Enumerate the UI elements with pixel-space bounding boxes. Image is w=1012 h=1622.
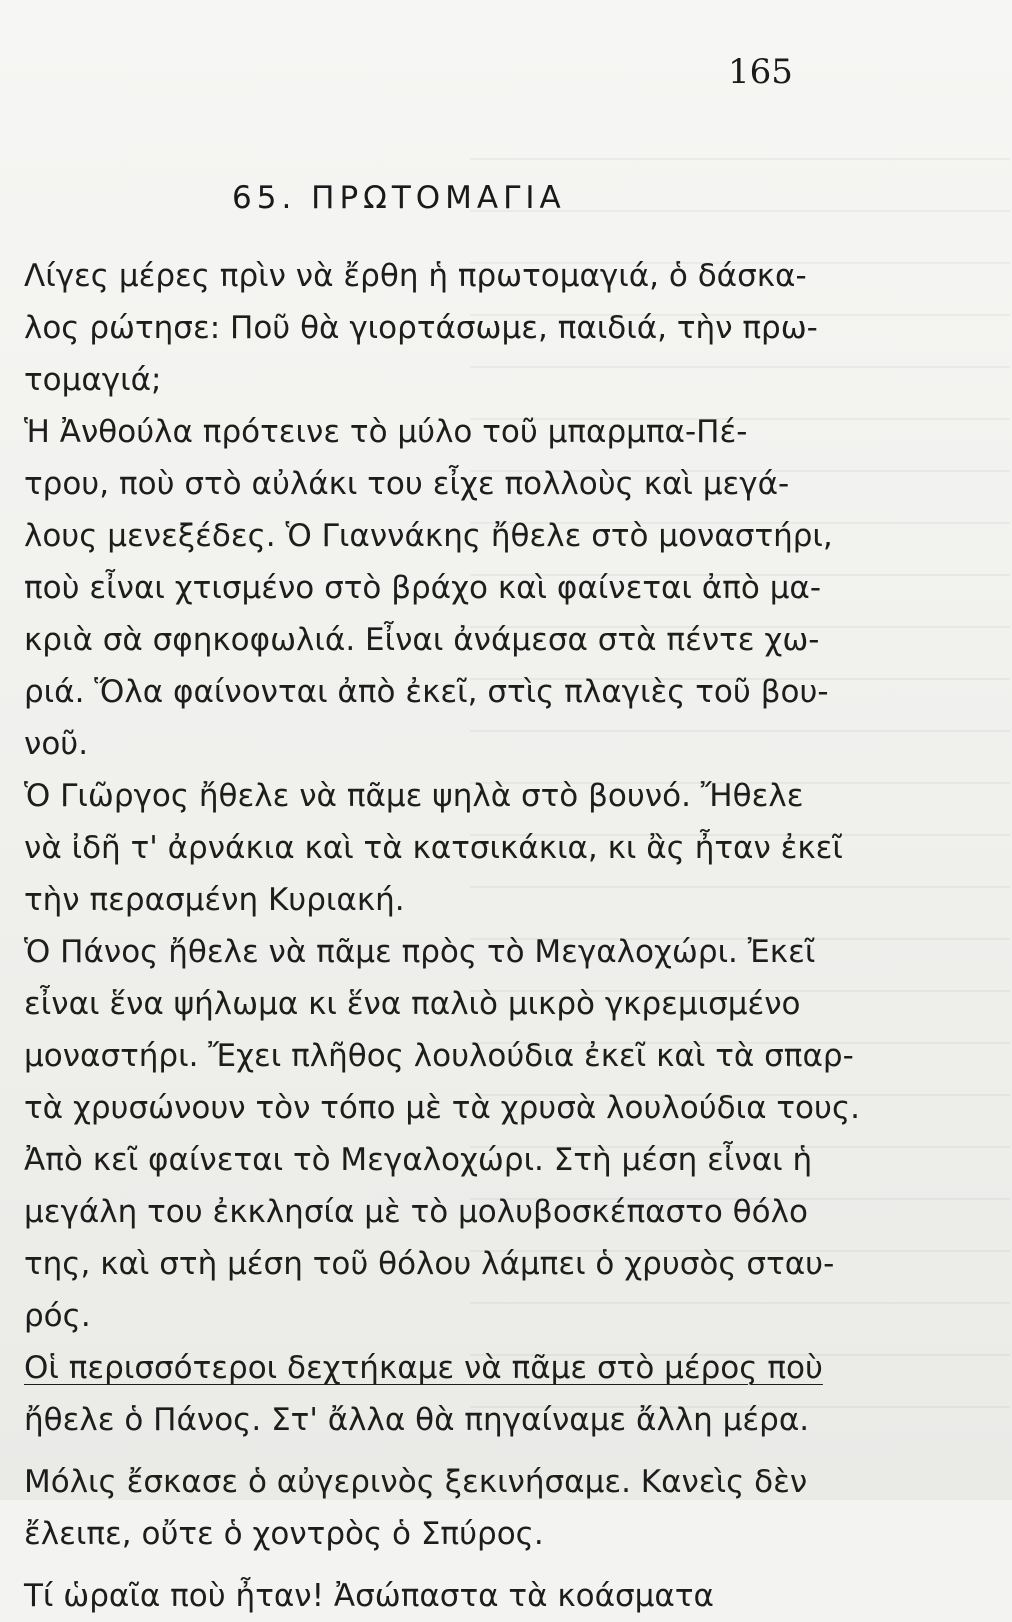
text-line-7: ποὺ εἶναι χτισμένο στὸ βράχο καὶ φαίνεται ἀπὸ μα-	[24, 570, 822, 606]
text-line-6: λους μενεξέδες. Ὁ Γιαννάκης ἤθελε στὸ μοναστήρι,	[24, 518, 833, 554]
text-line-18: Ἀπὸ κεῖ φαίνεται τὸ Μεγαλοχώρι. Στὴ μέση εἶναι ἡ	[24, 1142, 813, 1178]
text-line-26: Τί ὡραῖα ποὺ ἦταν! Ἀσώπαστα τὰ κοάσματα	[24, 1578, 714, 1614]
text-line-13: τὴν περασμένη Κυριακή.	[24, 882, 405, 918]
text-line-17: τὰ χρυσώνουν τὸν τόπο μὲ τὰ χρυσὰ λουλούδια τους.	[24, 1090, 860, 1126]
text-line-24: Μόλις ἔσκασε ὁ αὐγερινὸς ξεκινήσαμε. Κανεὶς δὲν	[24, 1464, 808, 1500]
text-line-4: Ἡ Ἀνθούλα πρότεινε τὸ μύλο τοῦ μπαρμπα-Πέ-	[24, 414, 748, 450]
text-line-1: Λίγες μέρες πρὶν νὰ ἔρθη ἡ πρωτομαγιά, ὁ δάσκα-	[24, 258, 807, 294]
text-line-8: κριὰ σὰ σφηκοφωλιά. Εἶναι ἀνάμεσα στὰ πέντε χω-	[24, 622, 820, 658]
text-line-25: ἔλειπε, οὔτε ὁ χοντρὸς ὁ Σπύρος.	[24, 1516, 544, 1552]
text-line-2: λος ρώτησε: Ποῦ θὰ γιορτάσωμε, παιδιά, τὴν πρω-	[24, 310, 818, 346]
text-line-20: της, καὶ στὴ μέση τοῦ θόλου λάμπει ὁ χρυσὸς σταυ-	[24, 1246, 835, 1282]
text-line-3: τομαγιά;	[24, 362, 162, 398]
text-line-11: Ὁ Γιῶργος ἤθελε νὰ πᾶμε ψηλὰ στὸ βουνό. Ἤθελε	[24, 778, 804, 814]
text-line-14: Ὁ Πάνος ἤθελε νὰ πᾶμε πρὸς τὸ Μεγαλοχώρι. Ἐκεῖ	[24, 934, 816, 970]
page-number: 165	[728, 52, 793, 92]
text-line-23: ἤθελε ὁ Πάνος. Στ' ἄλλα θὰ πηγαίναμε ἄλλη μέρα.	[24, 1402, 810, 1438]
text-line-19: μεγάλη του ἐκκλησία μὲ τὸ μολυβοσκέπαστο θόλο	[24, 1194, 808, 1230]
text-line-21: ρός.	[24, 1298, 91, 1334]
text-line-22: Οἱ περισσότεροι δεχτήκαμε νὰ πᾶμε στὸ μέρος ποὺ	[24, 1350, 823, 1386]
text-line-12: νὰ ἰδῆ τ' ἀρνάκια καὶ τὰ κατσικάκια, κι ἂς ἦταν ἐκεῖ	[24, 830, 843, 866]
text-line-10: νοῦ.	[24, 726, 89, 762]
body-text	[24, 250, 860, 1622]
text-line-9: ριά. Ὅλα φαίνονται ἀπὸ ἐκεῖ, στὶς πλαγιὲς τοῦ βου-	[24, 674, 829, 710]
text-line-15: εἶναι ἕνα ψήλωμα κι ἕνα παλιὸ μικρὸ γκρεμισμένο	[24, 986, 801, 1022]
chapter-title: 65. ΠΡΩΤΟΜΑΓΙΑ	[232, 180, 566, 216]
text-line-5: τρου, ποὺ στὸ αὐλάκι του εἶχε πολλοὺς καὶ μεγά-	[24, 466, 790, 502]
text-line-16: μοναστήρι. Ἔχει πλῆθος λουλούδια ἐκεῖ καὶ τὰ σπαρ-	[24, 1038, 854, 1074]
